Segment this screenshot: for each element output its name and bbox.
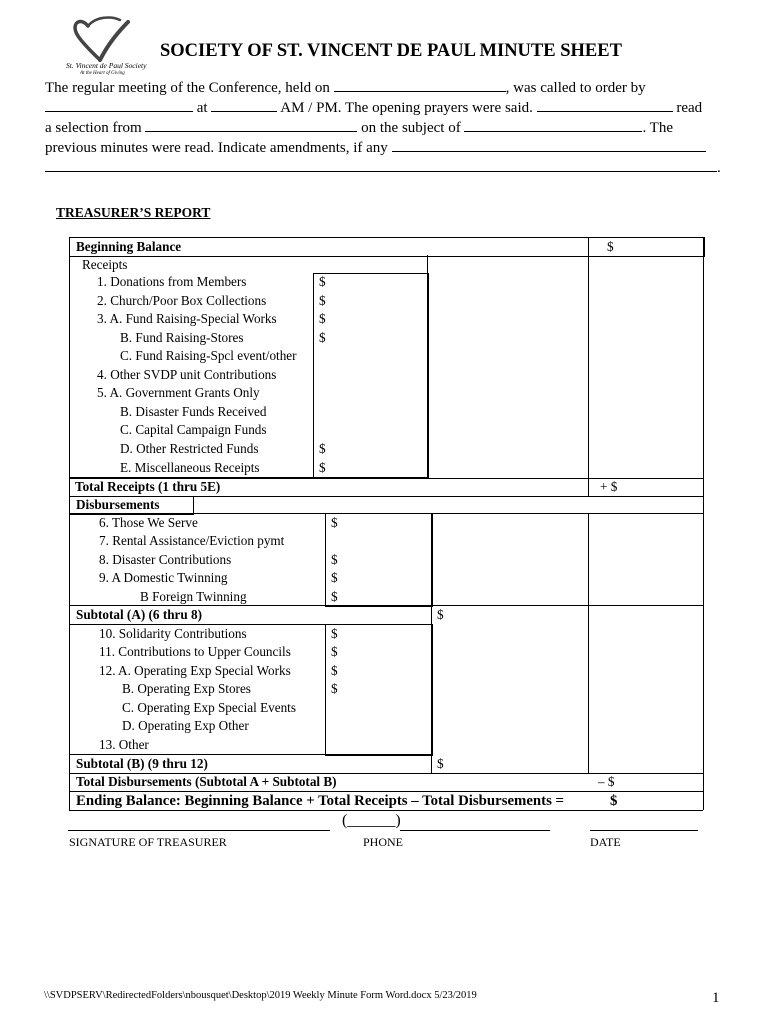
date-line[interactable] [590, 830, 698, 831]
disbursements-label: Disbursements [76, 497, 160, 512]
disbursement-item: 9. A Domestic Twinning [99, 570, 228, 585]
receipt-item: 4. Other SVDP unit Contributions [97, 367, 277, 382]
intro-text: The regular meeting of the Conference, held on [45, 80, 330, 96]
intro-text: . The [642, 120, 674, 136]
intro-text: previous minutes were read. Indicate amendments, if any [45, 140, 388, 156]
phone-line[interactable] [400, 830, 550, 831]
disbursement-item: 12. A. Operating Exp Special Works [99, 663, 291, 678]
receipt-dollar[interactable]: $ [319, 293, 326, 308]
total-receipts-amount[interactable]: + $ [600, 479, 618, 494]
heart-logo-icon [66, 14, 166, 62]
beginning-balance-label: Beginning Balance [76, 239, 182, 254]
intro-text: at [196, 100, 208, 116]
meeting-time-field[interactable] [211, 98, 277, 112]
logo-name: St. Vincent de Paul Society [66, 61, 147, 70]
disbursement-item: 7. Rental Assistance/Eviction pymt [99, 533, 285, 548]
reading-selection-field[interactable] [145, 118, 357, 132]
disbursement-dollar[interactable]: $ [331, 589, 338, 604]
receipt-item: 3. A. Fund Raising-Special Works [97, 311, 277, 326]
ending-balance-label: Ending Balance: Beginning Balance + Total Receipts – Total Disbursements = [76, 793, 564, 809]
meeting-intro [45, 78, 725, 178]
date-label: DATE [590, 835, 621, 849]
treasurer-signature-line[interactable] [68, 830, 330, 831]
row-line [69, 810, 703, 811]
disbursement-dollar[interactable]: $ [331, 570, 338, 585]
disbursement-dollar[interactable]: $ [331, 626, 338, 641]
subtotal-a-label: Subtotal (A) (6 thru 8) [76, 607, 203, 622]
receipt-item: 1. Donations from Members [97, 274, 247, 289]
intro-text: a selection from [45, 120, 142, 136]
column-divider [427, 255, 428, 479]
disbursements-b-amount-box [325, 624, 433, 756]
signature-of-treasurer-label: SIGNATURE OF TREASURER [69, 835, 227, 849]
receipt-item: C. Capital Campaign Funds [120, 422, 267, 437]
disbursement-item: 6. Those We Serve [99, 515, 198, 530]
disbursements-a-amount-box [325, 513, 433, 607]
disbursement-item: 13. Other [99, 737, 149, 752]
intro-text: AM / PM. The opening prayers were said. [280, 100, 533, 116]
receipt-item: 5. A. Government Grants Only [97, 385, 260, 400]
reading-subject-field[interactable] [464, 118, 642, 132]
receipt-item: D. Other Restricted Funds [120, 441, 259, 456]
column-divider [703, 237, 704, 515]
column-divider [703, 513, 704, 810]
subtotal-a-amount[interactable]: $ [437, 607, 444, 622]
subtotal-b-amount[interactable]: $ [437, 756, 444, 771]
disbursement-item: 10. Solidarity Contributions [99, 626, 247, 641]
beginning-balance-dollar[interactable]: $ [607, 239, 614, 254]
receipts-label: Receipts [82, 257, 128, 272]
receipt-dollar[interactable]: $ [319, 274, 326, 289]
svdp-logo [66, 14, 166, 80]
intro-text: , was called to order by [505, 80, 646, 96]
intro-text: on the subject of [361, 120, 461, 136]
disbursement-item: 11. Contributions to Upper Councils [99, 644, 291, 659]
intro-text: . [717, 160, 721, 176]
total-receipts-label: Total Receipts (1 thru 5E) [75, 479, 221, 494]
meeting-date-field[interactable] [334, 78, 506, 92]
disbursement-item: C. Operating Exp Special Events [122, 700, 296, 715]
reader-field[interactable] [537, 98, 673, 112]
receipt-dollar[interactable]: $ [319, 311, 326, 326]
disbursement-item: D. Operating Exp Other [122, 718, 249, 733]
receipts-amount-box [313, 273, 429, 479]
disbursement-dollar[interactable]: $ [331, 663, 338, 678]
called-by-field[interactable] [45, 98, 193, 112]
total-disbursements-label: Total Disbursements (Subtotal A + Subtotal B) [76, 774, 337, 789]
receipt-item: B. Fund Raising-Stores [120, 330, 244, 345]
phone-label: PHONE [363, 835, 404, 849]
receipt-dollar[interactable]: $ [319, 330, 326, 345]
column-divider [69, 478, 70, 810]
subtotal-b-label: Subtotal (B) (9 thru 12) [76, 756, 208, 771]
column-divider [588, 478, 589, 496]
amendments-field-2[interactable] [45, 158, 717, 172]
disbursement-dollar[interactable]: $ [331, 515, 338, 530]
ending-balance-amount[interactable]: $ [610, 793, 618, 809]
amendments-field[interactable] [392, 138, 706, 152]
column-divider [588, 237, 589, 479]
disbursement-dollar[interactable]: $ [331, 644, 338, 659]
disbursement-item: 8. Disaster Contributions [99, 552, 232, 567]
receipt-item: B. Disaster Funds Received [120, 404, 267, 419]
receipt-item: C. Fund Raising-Spcl event/other [120, 348, 297, 363]
treasurer-report-heading: TREASURER’S REPORT [56, 205, 211, 220]
receipt-item: 2. Church/Poor Box Collections [97, 293, 267, 308]
disbursement-dollar[interactable]: $ [331, 552, 338, 567]
receipt-dollar[interactable]: $ [319, 460, 326, 475]
column-divider [588, 513, 589, 773]
intro-text: read [676, 100, 703, 116]
logo-tagline: At the Heart of Giving [80, 71, 125, 76]
total-disbursements-amount[interactable]: – $ [598, 774, 615, 789]
disbursement-item: B. Operating Exp Stores [122, 681, 251, 696]
page-number: 1 [712, 990, 720, 1006]
phone-area-code[interactable]: (______) [342, 812, 401, 829]
file-path-footer: \\SVDPSERV\RedirectedFolders\nbousquet\Desktop\2019 Weekly Minute Form Word.docx 5/23/2019 [44, 990, 477, 1001]
page-title: SOCIETY OF ST. VINCENT DE PAUL MINUTE SHEET [160, 41, 622, 61]
receipt-dollar[interactable]: $ [319, 441, 326, 456]
disbursement-item: B Foreign Twinning [140, 589, 247, 604]
receipt-item: E. Miscellaneous Receipts [120, 460, 260, 475]
disbursement-dollar[interactable]: $ [331, 681, 338, 696]
column-divider [69, 255, 70, 478]
